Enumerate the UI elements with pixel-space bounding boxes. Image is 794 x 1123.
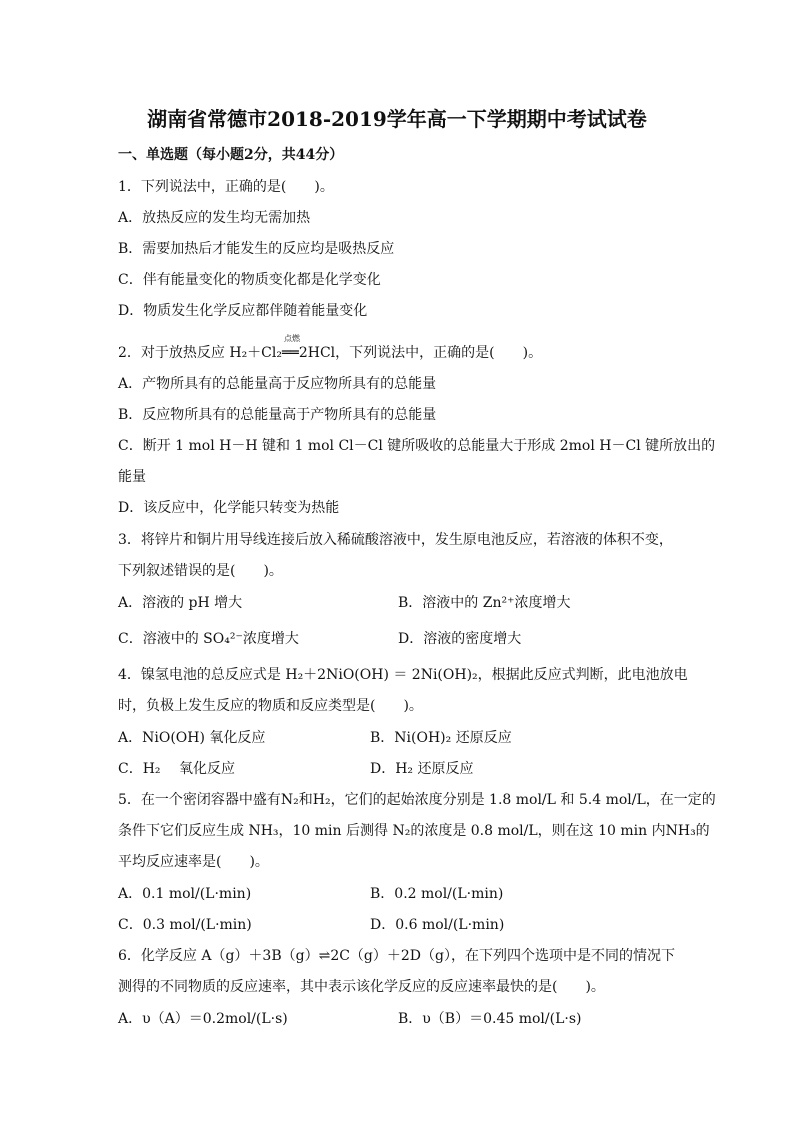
question-6-stem-line-1: 6．化学反应 A（g）＋3B（g）⇌2C（g）＋2D（g），在下列四个选项中是不同的情况下 bbox=[118, 948, 675, 964]
question-4-option-b: B．Ni(OH)₂ 还原反应 bbox=[370, 730, 512, 746]
question-3-option-c: C．溶液中的 SO₄²⁻浓度增大 bbox=[118, 631, 299, 647]
question-3-stem-line-2: 下列叙述错误的是( )。 bbox=[118, 563, 283, 579]
question-5-stem-line-1: 5．在一个密闭容器中盛有N₂和H₂，它们的起始浓度分别是 1.8 mol/L 和 5.4 mol/L，在一定的 bbox=[118, 792, 716, 808]
question-1-option-d: D．物质发生化学反应都伴随着能量变化 bbox=[118, 303, 368, 319]
question-1-option-b: B．需要加热后才能发生的反应均是吸热反应 bbox=[118, 241, 395, 257]
reaction-condition-label: 点燃 bbox=[284, 334, 300, 343]
section-heading: 一、单选题（每小题2分，共44分） bbox=[118, 147, 344, 163]
question-4-option-a: A．NiO(OH) 氧化反应 bbox=[118, 730, 266, 746]
question-3-option-d: D．溶液的密度增大 bbox=[398, 631, 522, 647]
question-6-stem-line-2: 测得的不同物质的反应速率，其中表示该化学反应的反应速率最快的是( )。 bbox=[118, 979, 605, 995]
question-5-stem-line-2: 条件下它们反应生成 NH₃，10 min 后测得 N₂的浓度是 0.8 mol/L，则在这 10 min 内NH₃的 bbox=[118, 823, 710, 839]
question-5-option-a: A．0.1 mol/(L·min) bbox=[118, 886, 252, 902]
question-4-stem-line-1: 4．镍氢电池的总反应式是 H₂＋2NiO(OH) ＝ 2Ni(OH)₂，根据此反应式判断，此电池放电 bbox=[118, 667, 688, 683]
question-1-stem: 1．下列说法中，正确的是( )。 bbox=[118, 179, 334, 195]
exam-title: 湖南省常德市2018-2019学年高一下学期期中考试试卷 bbox=[147, 107, 647, 131]
question-2-stem: 2．对于放热反应 H₂＋Cl₂══2HCl，下列说法中，正确的是( )。 bbox=[118, 345, 543, 361]
question-3-option-a: A．溶液的 pH 增大 bbox=[118, 595, 243, 611]
question-6-option-a: A．υ（A）＝0.2mol/(L·s) bbox=[118, 1011, 288, 1027]
question-2-option-a: A．产物所具有的总能量高于反应物所具有的总能量 bbox=[118, 376, 437, 392]
question-5-stem-line-3: 平均反应速率是( )。 bbox=[118, 854, 269, 870]
question-5-option-b: B．0.2 mol/(L·min) bbox=[370, 886, 504, 902]
question-1-option-a: A．放热反应的发生均无需加热 bbox=[118, 210, 311, 226]
question-2-option-c-continued: 能量 bbox=[118, 469, 146, 485]
question-5-option-d: D．0.6 mol/(L·min) bbox=[370, 917, 505, 933]
question-4-stem-line-2: 时，负极上发生反应的物质和反应类型是( )。 bbox=[118, 698, 423, 714]
question-3-stem-line-1: 3．将锌片和铜片用导线连接后放入稀硫酸溶液中，发生原电池反应，若溶液的体积不变， bbox=[118, 532, 673, 548]
question-4-option-d: D．H₂ 还原反应 bbox=[370, 761, 474, 777]
question-5-option-c: C．0.3 mol/(L·min) bbox=[118, 917, 252, 933]
question-2-option-d: D．该反应中，化学能只转变为热能 bbox=[118, 500, 340, 516]
question-2-option-b: B．反应物所具有的总能量高于产物所具有的总能量 bbox=[118, 407, 437, 423]
question-4-option-c: C．H₂ 氧化反应 bbox=[118, 761, 235, 777]
question-2-option-c: C．断开 1 mol H－H 键和 1 mol Cl－Cl 键所吸收的总能量大于形成 2mol H－Cl 键所放出的 bbox=[118, 438, 716, 454]
question-6-option-b: B．υ（B）＝0.45 mol/(L·s) bbox=[398, 1011, 582, 1027]
question-1-option-c: C．伴有能量变化的物质变化都是化学变化 bbox=[118, 272, 381, 288]
question-3-option-b: B．溶液中的 Zn²⁺浓度增大 bbox=[398, 595, 571, 611]
